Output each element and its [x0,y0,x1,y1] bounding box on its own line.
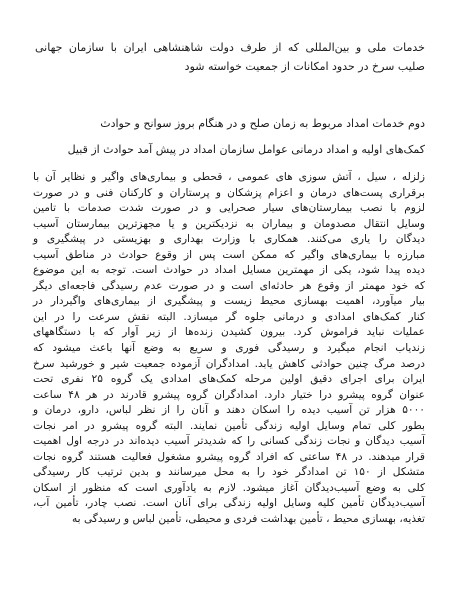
body-line: کلی به وضع آسیب‌دیدگان آغاز میشود. لازم به یادآوری است که منظور از اسکان [33,481,425,494]
body-line: ایران برای اجرای دقیق اولین مرحله کمک‌های امدادی یک گروه ۲۵ نفری تحت [33,373,425,386]
body-line: کنار کمک‌های امدادی و درمانی جلوه گر میسازد. البته نقش سرعت را در این [33,310,425,323]
body-line: لزوم با نصب بیمارستان‌های سیار صحرایی و در صورت شدت صدمات با تامین [33,202,425,215]
body-line: آسیب دیدگان و نجات زندگی کسانی را که شدیدتر آسیب دیده‌اند در درجه اول اهمیت [33,435,425,448]
body-line: درصد مرگ چنین حوادثی کاهش یابد. امدادگران آزموده جمعیت شیر و خورشید سرخ [33,357,425,370]
body-line: مبارزه با بیماری‌های واگیر که ممکن است پس از وقوع حوادث در مناطق آسیب [33,248,425,261]
body-line: عنوان گروه پیشرو درا ختیار دارد. امدادگران گروه پیشرو قادرند در هر ۴۸ ساعت [33,388,425,401]
body-line: وسایل انتقال مصدومان و بیماران به نزدیکترین و یا مجهزترین بیمارستان آسیب [33,217,425,230]
body-line: عملیات نباید فراموش کرد. بیرون کشیدن زنده‌ها از زیر آوار که با دستگاههای [33,326,425,339]
body-line: برقراری پست‌های درمان و اعزام پزشکان و پرستاران و کارکنان فنی و در صورت [33,186,425,199]
body-line: که خود مهمتر از وقوع هر حادثه‌ای است و در صورت عدم رسیدگی فاجعه‌ای دیگر [33,279,425,292]
body-line: دیده پیدا شود، یکی از مهمترین مسایل امداد در حوادث است. توجه به این موضوع [33,264,425,277]
body-line: زلزله ، سیل ، آتش سوزی های عمومی ، قحطی و بیماری‌های واگیر و نظایر آن با [33,171,425,183]
intro-line: صلیب سرخ در حدود امکانات از جمعیت خواسته شود [184,60,425,73]
body-line: بطور کلی تمام وسایل اولیه زندگی تأمین نمایند. البته گروه پیشرو در امر نجات [33,419,425,432]
body-line: دیدگان را یاری می‌کنند. همکاری با وزارت بهداری و بهزیستی در پیشگیری و [33,233,425,246]
body-line: قرار میدهند. در ۴۸ ساعتی که افراد گروه پیشرو مشغول فعالیت هستند گروه نجات [33,450,425,463]
body-line: آسیب‌دیدگان تأمین کلیه وسایل اولیه زندگی برای آنان است. نصب چادر، تأمین آب، [33,497,425,510]
body-line: زندیاب انجام میگیرد و رسیدگی فوری و سریع به وضع آنها باعث میشود که [33,342,425,355]
intro-line: خدمات ملی و بین‌المللی که از طرف دولت شاهنشاهی ایران با سازمان جهانی [35,41,425,54]
body-line: تغذیه، بهسازی محیط ، تأمین بهداشت فردی و محیطی، تأمین لباس و رسیدگی به [71,513,425,526]
body-line: متشکل از ۱۵۰ تن امدادگر خود را به محل میرسانند و بدین ترتیب کار رسیدگی [33,466,425,479]
intro-paragraph [35,38,425,76]
section-heading: دوم خدمات امداد مربوط به زمان صلح و در هنگام بروز سوانح و حوادث [100,117,425,130]
body-paragraph [33,170,425,528]
body-line: بیار میآورد، اهمیت بهسازی محیط زیست و پیشگیری از بیماری‌های واگیردار در [33,295,425,308]
section-subheading: کمک‌های اولیه و امداد درمانی عوامل سازمان امداد در پیش آمد حوادث از قبیل [67,143,425,156]
body-line: ۵۰۰۰ هزار تن آسیب دیده را اسکان دهند و آنان را از نظر لباس، دارو، درمان و [33,404,425,417]
